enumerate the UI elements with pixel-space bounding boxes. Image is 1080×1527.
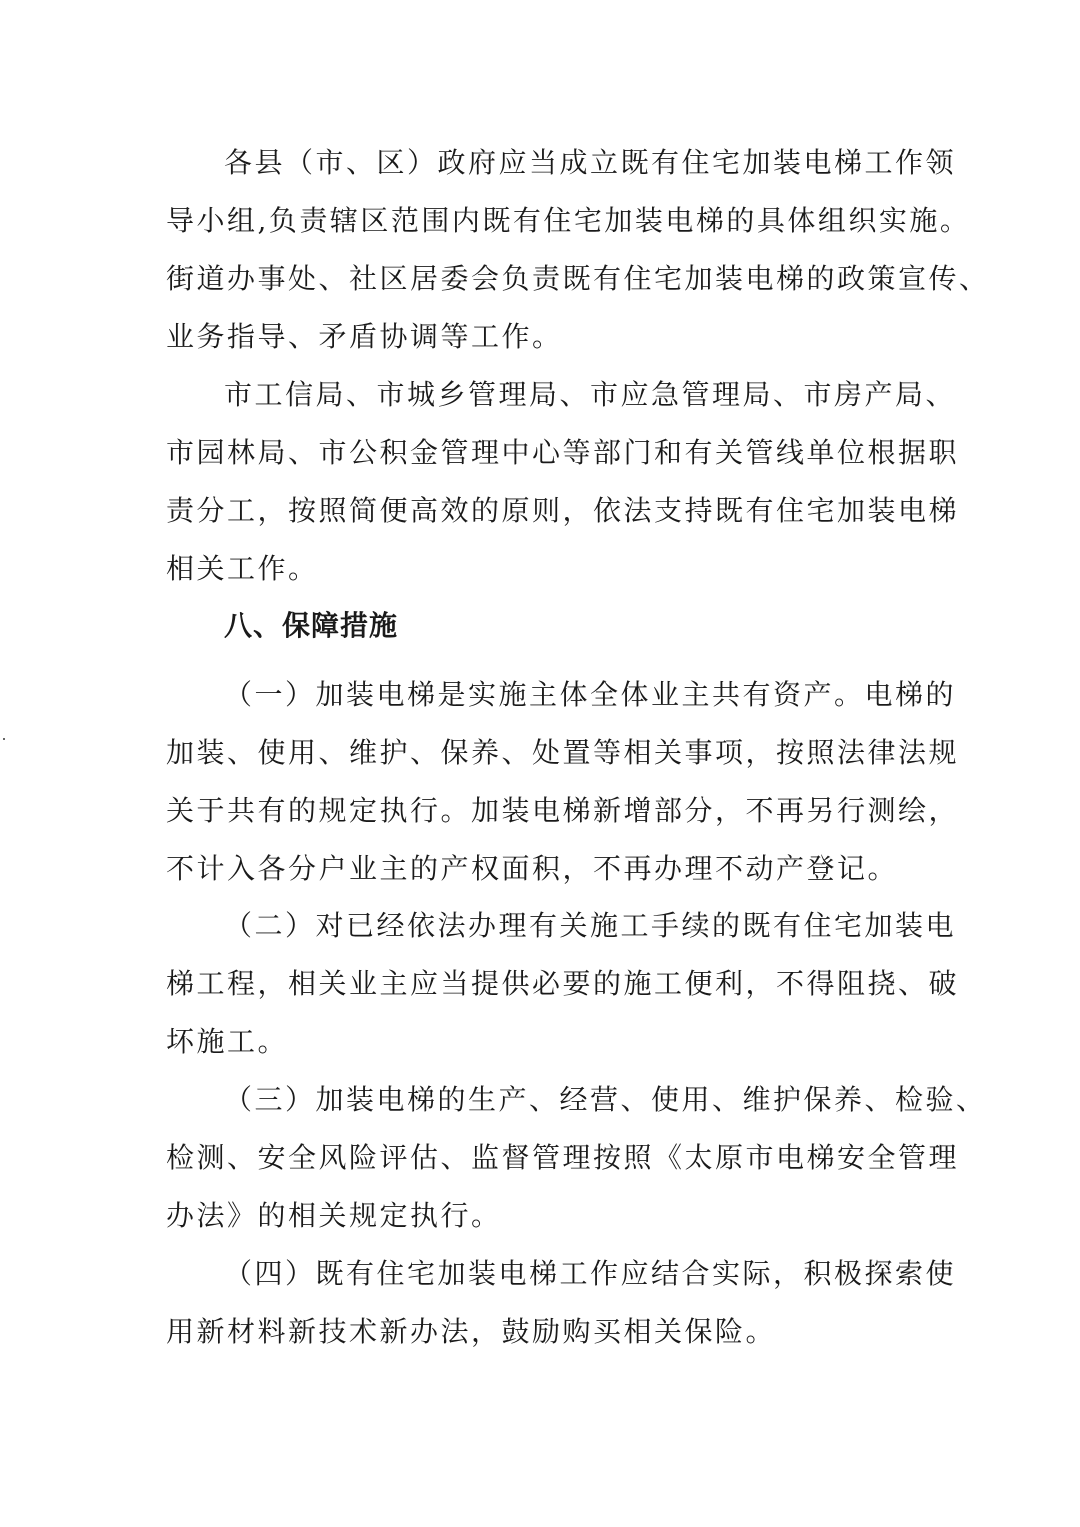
text-line: 检测、安全风险评估、监督管理按照《太原市电梯安全管理 [166,1141,960,1174]
text-line: 相关工作。 [166,552,319,585]
text-line: 责分工，按照简便高效的原则，依法支持既有住宅加装电梯 [166,494,960,527]
text-line: 坏施工。 [166,1025,289,1058]
text-line: （四）既有住宅加装电梯工作应结合实际，积极探索使 [224,1257,957,1290]
paragraph-measure-3 [166,1071,987,1245]
text-line: 市工信局、市城乡管理局、市应急管理局、市房产局、 [224,378,957,411]
text-line: 关于共有的规定执行。加装电梯新增部分，不再另行测绘， [166,794,960,827]
margin-mark [3,738,5,740]
text-line: 市园林局、市公积金管理中心等部门和有关管线单位根据职 [166,436,960,469]
text-line: 业务指导、矛盾协调等工作。 [166,320,563,353]
paragraph-leadership-group [166,134,990,366]
text-line: 梯工程，相关业主应当提供必要的施工便利，不得阻挠、破 [166,967,960,1000]
paragraph-measure-1 [166,666,966,898]
section-heading: 八、保障措施 [224,609,399,642]
text-line: 用新材料新技术新办法，鼓励购买相关保险。 [166,1315,777,1348]
text-line: 街道办事处、社区居委会负责既有住宅加装电梯的政策宣传、 [166,262,990,295]
text-line: （三）加装电梯的生产、经营、使用、维护保养、检验、 [224,1083,987,1116]
text-line: （二）对已经依法办理有关施工手续的既有住宅加装电 [224,909,957,942]
text-line: 办法》的相关规定执行。 [166,1199,502,1232]
text-line: 不计入各分户业主的产权面积，不再办理不动产登记。 [166,852,899,885]
paragraph-departments [166,366,966,598]
text-line: 各县（市、区）政府应当成立既有住宅加装电梯工作领 [224,146,957,179]
paragraph-measure-2 [166,897,966,1071]
text-line: （一）加装电梯是实施主体全体业主共有资产。电梯的 [224,678,957,711]
text-line: 导小组,负责辖区范围内既有住宅加装电梯的具体组织实施。 [166,204,971,237]
paragraph-measure-4 [166,1245,966,1361]
text-line: 加装、使用、维护、保养、处置等相关事项，按照法律法规 [166,736,960,769]
